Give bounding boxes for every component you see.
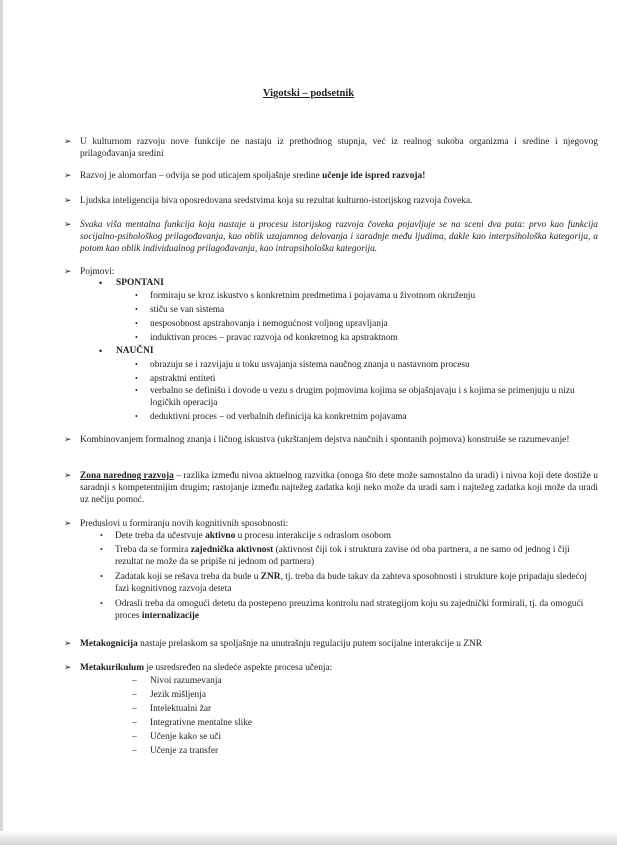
bullet-higher-mental-function: ➢ Svaka viša mentalna funkcija koja nastaje u procesu istorijskog razvoja čoveka pojavljuje se na sceni dva puta: prvo kao funkcija socijalno-psihološkog prilagođavanja, kao oblik uzajamnog delovanja i saradnje među ljudima, dakle kao interpsihološka kategorija, a potom kao oblik individualnog prilagođavanja, kao intrapsihološka kategorija.: [64, 219, 598, 254]
arrow-bullet-icon: ➢: [64, 662, 72, 672]
bullet-dot-icon: •: [135, 386, 138, 395]
list-item: – Integrativne mentalne slike: [132, 718, 253, 728]
list-item: • Zadatak koji se rešava treba da bude u ZNR, tj. treba da bude takav da zahteva sposobnosti i strukture koje pripadaju sledećoj fazi kognitivnog razvoja deteta: [100, 572, 587, 594]
list-item: • induktivan proces – pravac razvoja od konkretnog ka apstraktnom: [135, 333, 398, 343]
arrow-bullet-icon: ➢: [64, 434, 72, 444]
bullet-dot-icon: •: [100, 545, 103, 554]
list-item: • Dete treba da učestvuje aktivno u procesu interakcije s odraslom osobom: [100, 531, 391, 541]
bullet-dot-icon: •: [135, 412, 138, 421]
arrow-bullet-icon: ➢: [64, 266, 72, 276]
list-item: • formiraju se kroz iskustvo s konkretnim predmetima i pojavama u životnom okruženju: [135, 291, 476, 301]
list-item: • verbalno se definišu i dovode u vezu s drugim pojmovima kojima se objašnjavaju i s kojima se primenjuju u nizu logičkih operacija: [135, 386, 575, 408]
bullet-metacurriculum: ➢ Metakurikulum je usredsređen na sledeće aspekte procesa učenja:: [64, 662, 333, 673]
arrow-bullet-icon: ➢: [64, 170, 72, 180]
bullet-dot-icon: •: [100, 599, 103, 608]
bullet-alomorphic-development: ➢ Razvoj je alomorfan – odvija se pod uticajem spoljašnje sredine učenje ide ispred razvoja!: [64, 170, 426, 181]
bullet-human-intelligence: ➢ Ljudska inteligencija biva oposredovana sredstvima koja su rezultat kulturno-istorijskog razvoja čoveka.: [64, 195, 473, 206]
list-item: – Intelektualni žar: [132, 704, 212, 714]
arrow-bullet-icon: ➢: [64, 219, 72, 229]
arrow-bullet-icon: ➢: [64, 136, 72, 146]
dash-bullet-icon: –: [132, 690, 137, 700]
scan-edge-bottom: [0, 831, 617, 845]
list-item: • Treba da se formira zajednička aktivnost (aktivnost čiji tok i struktura zavise od oba partnera, a ne samo od jednog i čiji rezultat ne može da se pripiše ni jednom od partnera): [100, 545, 570, 567]
dash-bullet-icon: –: [132, 732, 137, 742]
bullet-dot-icon: •: [135, 333, 138, 342]
list-item: – Učenje kako se uči: [132, 732, 222, 742]
list-item: • apstraktni entiteti: [135, 374, 216, 384]
bullet-dot-icon: •: [100, 531, 103, 540]
list-item: – Nivoi razumevanja: [132, 676, 222, 686]
bullet-zone-of-proximal-development: ➢ Zona narednog razvoja – razlika između nivoa aktuelnog razvitka (onoga što dete može samostalno da uradi) i nivoa koji dete dostiže u saradnji s kompetentnijim drugim; rastojanje između najtežeg zadatka koji neko može da uradi sam i najtežeg zadatka koji može da uradi uz nečiju pomoć.: [64, 470, 598, 505]
bullet-dot-icon: •: [100, 572, 103, 581]
bullet-combining-knowledge: ➢ Kombinovanjem formalnog znanja i ličnog iskustva (ukrštanjem dejstva naučnih i spontanih pojmova) konstruiše se razumevanje!: [64, 434, 570, 445]
list-item: • stiču se van sistema: [135, 305, 225, 315]
bullet-dot-icon: •: [135, 374, 138, 383]
arrow-bullet-icon: ➢: [64, 638, 72, 648]
bullet-dot-icon: •: [135, 319, 138, 328]
list-item: – Jezik mišljenja: [132, 690, 206, 700]
arrow-bullet-icon: ➢: [64, 518, 72, 528]
bullet-dot-icon: •: [99, 278, 103, 288]
dash-bullet-icon: –: [132, 704, 137, 714]
arrow-bullet-icon: ➢: [64, 470, 72, 480]
list-item: • Odrasli treba da omogući detetu da postepeno preuzima kontrolu nad strategijom koju su zajednički formirali, tj. da omogući proces internalizacije: [100, 599, 584, 621]
dash-bullet-icon: –: [132, 676, 137, 686]
list-item: • nesposobnost apstrahovanja i nemogućnost voljnog upravljanja: [135, 319, 388, 329]
dash-bullet-icon: –: [132, 746, 137, 756]
arrow-bullet-icon: ➢: [64, 195, 72, 205]
bullet-concepts: ➢ Pojmovi:: [64, 266, 115, 277]
page-title: Vigotski – podsetnik: [262, 88, 355, 99]
bullet-dot-icon: •: [135, 305, 138, 314]
bullet-dot-icon: •: [135, 291, 138, 300]
scan-edge-left: [0, 0, 3, 845]
bullet-dot-icon: •: [99, 346, 103, 356]
list-item: • deduktivni proces – od verbalnih definicija ka konkretnim pojavama: [135, 412, 407, 422]
dash-bullet-icon: –: [132, 718, 137, 728]
spontaneous-concepts-header: • SPONTANI: [99, 278, 164, 288]
bullet-metacognition: ➢ Metakognicija nastaje prelaskom sa spoljašnje na unutrašnju regulaciju putem socijalne interakcije u ZNR: [64, 638, 482, 649]
list-item: • obrazuju se i razvijaju u toku usvajanja sistema naučnog znanja u nastavnom procesu: [135, 360, 470, 370]
bullet-dot-icon: •: [135, 360, 138, 369]
bullet-cultural-development: ➢ U kulturnom razvoju nove funkcije ne nastaju iz prethodnog stupnja, već iz realnog sukoba organizma i sredine i njegovog prilagođavanja sredini: [64, 136, 598, 159]
bullet-preconditions: ➢ Preduslovi u formiranju novih kognitivnih sposobnosti:: [64, 518, 289, 529]
scientific-concepts-header: • NAUČNI: [99, 346, 154, 356]
list-item: – Učenje za transfer: [132, 746, 219, 756]
